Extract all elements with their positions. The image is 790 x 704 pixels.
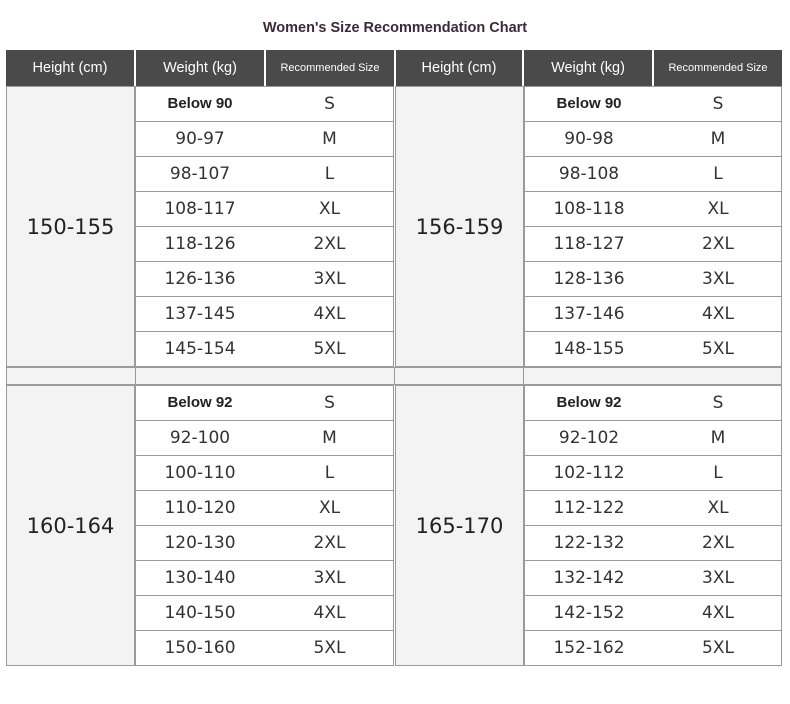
weight-range: 110-120 — [164, 497, 236, 518]
size-label: XL — [318, 198, 341, 219]
size-label: 4XL — [313, 602, 346, 623]
size-label: 3XL — [702, 268, 734, 289]
size-label: 5XL — [702, 338, 734, 359]
weight-range: Below 92 — [167, 394, 233, 411]
size-label: 3XL — [702, 567, 734, 588]
size-label: 3XL — [313, 268, 346, 289]
weight-range: 98-107 — [169, 163, 231, 184]
header-height-right: Height (cm) — [396, 50, 522, 86]
weight-range: 150-160 — [164, 637, 236, 658]
size-label: 4XL — [702, 602, 734, 623]
header-weight-left: Weight (kg) — [136, 50, 264, 86]
size-label: M — [710, 427, 726, 448]
weight-range: 100-110 — [164, 462, 236, 483]
size-label: L — [324, 462, 335, 483]
size-label: M — [710, 128, 726, 149]
weight-range: 126-136 — [164, 268, 236, 289]
weight-range: 142-152 — [553, 602, 625, 623]
size-label: XL — [318, 497, 341, 518]
weight-range: 92-100 — [169, 427, 231, 448]
weight-range: 98-108 — [558, 163, 620, 184]
size-label: L — [324, 163, 335, 184]
size-label: 2XL — [702, 233, 734, 254]
weight-range: 118-126 — [164, 233, 236, 254]
size-label: XL — [707, 497, 729, 518]
weight-range: Below 90 — [556, 95, 622, 112]
size-label: XL — [707, 198, 729, 219]
header-weight-right: Weight (kg) — [524, 50, 652, 86]
size-label: 2XL — [313, 532, 346, 553]
size-label: L — [713, 163, 723, 184]
weight-range: 137-145 — [164, 303, 236, 324]
size-label: 5XL — [313, 637, 346, 658]
weight-range: 102-112 — [553, 462, 625, 483]
weight-range: 137-146 — [553, 303, 625, 324]
size-label: L — [713, 462, 723, 483]
gap-divider — [135, 367, 136, 385]
weight-range: 122-132 — [553, 532, 625, 553]
size-label: 3XL — [313, 567, 346, 588]
size-label: 2XL — [702, 532, 734, 553]
size-label: S — [712, 93, 724, 114]
height-range: 156-159 — [415, 214, 504, 239]
header-size-right: Recommended Size — [654, 50, 782, 86]
size-label: S — [324, 392, 335, 413]
height-range: 150-155 — [26, 214, 115, 239]
height-range: 160-164 — [26, 513, 115, 538]
gap-divider — [523, 367, 524, 385]
weight-range: 145-154 — [164, 338, 236, 359]
weight-range: 90-98 — [564, 128, 614, 149]
size-label: 2XL — [313, 233, 346, 254]
header-height-left: Height (cm) — [6, 50, 134, 86]
weight-range: 90-97 — [175, 128, 225, 149]
weight-range: 132-142 — [553, 567, 625, 588]
size-label: M — [322, 128, 337, 149]
weight-range: 92-102 — [558, 427, 620, 448]
weight-range: 148-155 — [553, 338, 625, 359]
header-size-left: Recommended Size — [266, 50, 394, 86]
weight-range: 128-136 — [553, 268, 625, 289]
gap-divider — [394, 367, 395, 385]
size-label: 5XL — [702, 637, 734, 658]
size-label: 4XL — [702, 303, 734, 324]
size-label: 5XL — [313, 338, 346, 359]
weight-range: 130-140 — [164, 567, 236, 588]
size-label: S — [324, 93, 335, 114]
height-range: 165-170 — [415, 513, 504, 538]
weight-range: 140-150 — [164, 602, 236, 623]
weight-range: 108-117 — [164, 198, 236, 219]
weight-range: 152-162 — [553, 637, 625, 658]
weight-range: 112-122 — [553, 497, 625, 518]
chart-title: Women's Size Recommendation Chart — [262, 20, 528, 36]
size-label: 4XL — [313, 303, 346, 324]
weight-range: 120-130 — [164, 532, 236, 553]
weight-range: 118-127 — [553, 233, 625, 254]
weight-range: Below 92 — [556, 394, 622, 411]
weight-range: Below 90 — [167, 95, 233, 112]
size-label: M — [322, 427, 337, 448]
weight-range: 108-118 — [553, 198, 625, 219]
size-label: S — [712, 392, 724, 413]
